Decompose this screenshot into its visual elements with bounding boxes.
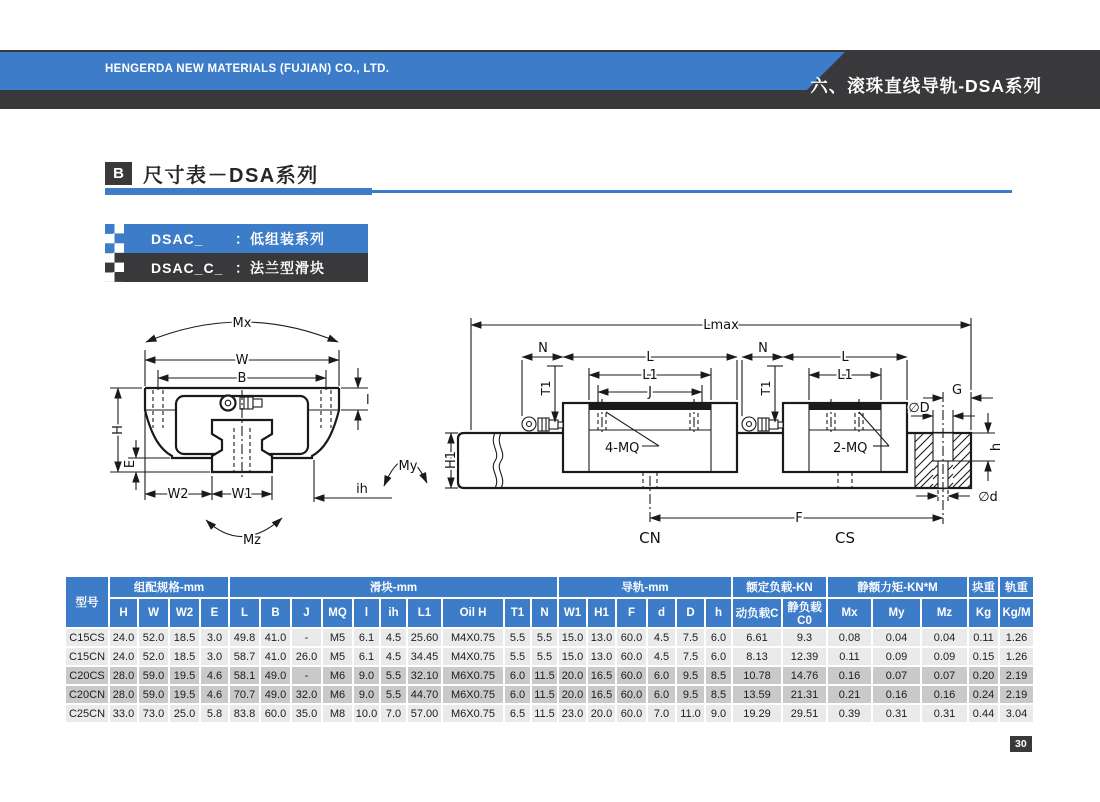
cell: 60.0 [616, 647, 647, 666]
cell: 0.39 [827, 704, 872, 723]
col-header-19: h [705, 598, 732, 628]
cell: 6.0 [504, 685, 531, 704]
table-row [65, 685, 1034, 704]
dim-label-mz: Mz [242, 533, 262, 548]
col-header-1: W [138, 598, 169, 628]
table-row [65, 666, 1034, 685]
cell: 83.8 [229, 704, 260, 723]
cell: 21.31 [782, 685, 827, 704]
cell: 10.0 [353, 704, 380, 723]
dim-mz [206, 518, 282, 548]
cell: 4.5 [380, 628, 407, 647]
cell: 15.0 [558, 628, 587, 647]
col-header-20: 动负载C [732, 598, 782, 628]
block-cn [563, 399, 737, 472]
section-badge: B [105, 162, 132, 185]
title-underline-thin [372, 190, 1012, 193]
series-desc: ：低组装系列 [235, 230, 325, 247]
cell: 34.45 [407, 647, 442, 666]
cell: 0.04 [872, 628, 921, 647]
cell: 5.8 [200, 704, 229, 723]
cell: 11.0 [676, 704, 705, 723]
cell: 16.5 [587, 685, 616, 704]
cell: 60.0 [260, 704, 291, 723]
dim-label-l1-cs: L1 [837, 368, 853, 383]
group-header: 额定负载-KN [732, 576, 827, 598]
cell: 6.5 [504, 704, 531, 723]
cell: 1.26 [999, 647, 1034, 666]
cell: 24.0 [109, 628, 138, 647]
col-header-16: F [616, 598, 647, 628]
cell: 20.0 [558, 685, 587, 704]
cell: 9.0 [353, 685, 380, 704]
cell: M6 [322, 685, 353, 704]
col-header-11: Oil H [442, 598, 504, 628]
cell: 59.0 [138, 685, 169, 704]
cell: 6.0 [705, 647, 732, 666]
col-header-18: D [676, 598, 705, 628]
model-cell: C20CS [65, 666, 109, 685]
col-header-26: Kg/M [999, 598, 1034, 628]
col-header-17: d [647, 598, 676, 628]
cell: 73.0 [138, 704, 169, 723]
dim-mx [146, 316, 338, 342]
dim-label-dia-small: ∅d [978, 490, 998, 505]
col-header-13: N [531, 598, 558, 628]
cell: 13.59 [732, 685, 782, 704]
dim-label-ih: ih [356, 482, 368, 497]
cell: 70.7 [229, 685, 260, 704]
cell: - [291, 666, 322, 685]
dim-label-t1-cs: T1 [759, 380, 773, 396]
cell: 0.16 [827, 666, 872, 685]
title-underline-thick [105, 188, 372, 195]
series-row-flange [105, 253, 368, 282]
cell: 0.08 [827, 628, 872, 647]
cell: 52.0 [138, 628, 169, 647]
col-header-21: 静负载C0 [782, 598, 827, 628]
dim-label-e: E [123, 459, 138, 469]
dim-label-t1-cn: T1 [539, 380, 553, 396]
dim-label-w1: W1 [231, 487, 253, 502]
col-header-25: Kg [968, 598, 999, 628]
dim-label-my: My [398, 459, 418, 474]
cell: 9.5 [676, 685, 705, 704]
cell: 0.09 [872, 647, 921, 666]
cell: 5.5 [504, 647, 531, 666]
page-header [0, 50, 1100, 109]
col-header-0: H [109, 598, 138, 628]
label-cn: CN [639, 529, 661, 547]
col-header-4: L [229, 598, 260, 628]
cell: 5.5 [380, 685, 407, 704]
group-header: 型号 [65, 576, 109, 628]
checker-pattern [105, 224, 124, 282]
col-header-24: Mz [921, 598, 968, 628]
cell: 60.0 [616, 704, 647, 723]
cell: 49.0 [260, 685, 291, 704]
col-header-7: MQ [322, 598, 353, 628]
cell: 23.0 [558, 704, 587, 723]
series-label-box [105, 224, 368, 282]
cell: 3.04 [999, 704, 1034, 723]
cell: M4X0.75 [442, 628, 504, 647]
cell: 14.76 [782, 666, 827, 685]
series-desc: ：法兰型滑块 [235, 259, 325, 276]
cell: 20.0 [587, 704, 616, 723]
cell: 20.0 [558, 666, 587, 685]
cell: 28.0 [109, 685, 138, 704]
cell: 10.78 [732, 666, 782, 685]
cell: M6X0.75 [442, 685, 504, 704]
grease-nipple-cn [522, 417, 563, 431]
cell: 9.3 [782, 628, 827, 647]
dim-label-n-cs: N [758, 341, 768, 356]
cell: 0.20 [968, 666, 999, 685]
block-cs [783, 399, 907, 472]
cell: 5.5 [531, 647, 558, 666]
cell: 7.0 [380, 704, 407, 723]
dim-label-w2: W2 [167, 487, 189, 502]
cell: M4X0.75 [442, 647, 504, 666]
cell: 41.0 [260, 628, 291, 647]
group-header: 导轨-mm [558, 576, 732, 598]
company-name: HENGERDA NEW MATERIALS (FUJIAN) CO., LTD. [105, 63, 390, 75]
cell: 18.5 [169, 628, 200, 647]
cell: 9.0 [353, 666, 380, 685]
cell: 26.0 [291, 647, 322, 666]
cell: M5 [322, 647, 353, 666]
cell: 8.5 [705, 666, 732, 685]
cell: 8.5 [705, 685, 732, 704]
cell: - [291, 628, 322, 647]
col-header-10: L1 [407, 598, 442, 628]
model-cell: C25CN [65, 704, 109, 723]
grease-nipple-cs [742, 417, 783, 431]
header-section-title: 六、滚珠直线导轨-DSA系列 [810, 76, 1042, 96]
cell: 4.6 [200, 666, 229, 685]
cell: 6.0 [647, 685, 676, 704]
cell: 7.5 [676, 628, 705, 647]
cell: 32.10 [407, 666, 442, 685]
cell: 7.0 [647, 704, 676, 723]
cell: 5.5 [380, 666, 407, 685]
dim-label-n-cn: N [538, 341, 548, 356]
cell: 1.26 [999, 628, 1034, 647]
cell: 0.04 [921, 628, 968, 647]
cell: 19.29 [732, 704, 782, 723]
cell: M6 [322, 666, 353, 685]
model-cell: C15CS [65, 628, 109, 647]
cell: 49.8 [229, 628, 260, 647]
cell: 60.0 [616, 628, 647, 647]
col-header-8: l [353, 598, 380, 628]
cell: 57.00 [407, 704, 442, 723]
side-view-diagram [443, 300, 1018, 560]
cell: 3.0 [200, 647, 229, 666]
series-code: DSAC_ [151, 230, 204, 247]
cell: 16.5 [587, 666, 616, 685]
cell: 9.5 [676, 666, 705, 685]
cell: M6X0.75 [442, 666, 504, 685]
cell: 4.5 [380, 647, 407, 666]
cell: 6.1 [353, 628, 380, 647]
dim-label-g: G [951, 383, 963, 398]
cell: 18.5 [169, 647, 200, 666]
cell: 9.0 [705, 704, 732, 723]
cell: 35.0 [291, 704, 322, 723]
dim-label-j: J [648, 385, 652, 400]
cell: 58.1 [229, 666, 260, 685]
dim-f [650, 476, 943, 526]
dim-label-h: H [111, 425, 126, 435]
cell: 2.19 [999, 666, 1034, 685]
cell: 24.0 [109, 647, 138, 666]
spec-table [64, 575, 1035, 724]
cell: 44.70 [407, 685, 442, 704]
cell: 6.0 [705, 628, 732, 647]
col-header-9: ih [380, 598, 407, 628]
cell: 60.0 [616, 685, 647, 704]
cell: 0.07 [921, 666, 968, 685]
dim-label-l-cn: L [646, 350, 654, 365]
dim-label-lmax: Lmax [703, 318, 739, 333]
group-header: 组配规格-mm [109, 576, 229, 598]
cell: 11.5 [531, 666, 558, 685]
cell: 6.0 [647, 666, 676, 685]
cell: 0.21 [827, 685, 872, 704]
cell: 0.31 [872, 704, 921, 723]
series-code: DSAC_C_ [151, 259, 224, 276]
dim-label-b: B [237, 371, 247, 386]
cell: 29.51 [782, 704, 827, 723]
cell: 4.5 [647, 628, 676, 647]
dim-label-l: l [366, 393, 370, 408]
cell: 25.60 [407, 628, 442, 647]
dim-label-hole-h: h [989, 442, 1004, 452]
col-header-23: My [872, 598, 921, 628]
col-header-3: E [200, 598, 229, 628]
group-header: 静额力矩-KN*M [827, 576, 968, 598]
cell: 58.7 [229, 647, 260, 666]
table-row [65, 704, 1034, 723]
dim-ih [314, 460, 392, 502]
model-cell: C15CN [65, 647, 109, 666]
cell: 19.5 [169, 666, 200, 685]
col-header-5: B [260, 598, 291, 628]
section-title: 尺寸表－DSA系列 [143, 165, 319, 187]
cell: 8.13 [732, 647, 782, 666]
dim-label-dia-big: ∅D [908, 401, 930, 416]
cell: 0.44 [968, 704, 999, 723]
group-header: 块重 [968, 576, 999, 598]
cell: 0.15 [968, 647, 999, 666]
cell: 4.6 [200, 685, 229, 704]
cell: 49.0 [260, 666, 291, 685]
dim-label-mx: Mx [232, 316, 252, 331]
cell: 33.0 [109, 704, 138, 723]
cell: 59.0 [138, 666, 169, 685]
cell: 25.0 [169, 704, 200, 723]
cell: 0.16 [872, 685, 921, 704]
cell: 32.0 [291, 685, 322, 704]
dim-label-l-cs: L [841, 350, 849, 365]
cell: 60.0 [616, 666, 647, 685]
dim-label-h1: H1 [444, 450, 459, 470]
group-header: 滑块-mm [229, 576, 558, 598]
cell: 41.0 [260, 647, 291, 666]
cross-section-diagram [100, 300, 445, 558]
label-4mq: 4-MQ [605, 441, 640, 456]
cell: M6X0.75 [442, 704, 504, 723]
cell: 6.0 [504, 666, 531, 685]
dim-h1 [444, 433, 459, 488]
dim-my [384, 459, 427, 486]
cell: 5.5 [504, 628, 531, 647]
label-2mq: 2-MQ [833, 441, 868, 456]
col-header-6: J [291, 598, 322, 628]
cell: 12.39 [782, 647, 827, 666]
series-row-low-assembly [105, 224, 368, 253]
cell: 0.16 [921, 685, 968, 704]
dim-label-w: W [235, 353, 249, 368]
cell: 28.0 [109, 666, 138, 685]
label-cs: CS [835, 529, 855, 547]
cell: 5.5 [531, 628, 558, 647]
cell: 15.0 [558, 647, 587, 666]
cell: 52.0 [138, 647, 169, 666]
col-header-22: Mx [827, 598, 872, 628]
dim-label-l1-cn: L1 [642, 368, 658, 383]
cell: 3.0 [200, 628, 229, 647]
cell: 0.11 [827, 647, 872, 666]
cell: 0.09 [921, 647, 968, 666]
cell: 13.0 [587, 628, 616, 647]
cell: 11.5 [531, 704, 558, 723]
cell: M5 [322, 628, 353, 647]
cell: 6.61 [732, 628, 782, 647]
cell: 0.24 [968, 685, 999, 704]
dim-l [341, 368, 370, 430]
cell: 7.5 [676, 647, 705, 666]
cell: 0.11 [968, 628, 999, 647]
col-header-15: H1 [587, 598, 616, 628]
cell: 4.5 [647, 647, 676, 666]
table-row [65, 647, 1034, 666]
table-row [65, 628, 1034, 647]
cell: 19.5 [169, 685, 200, 704]
col-header-14: W1 [558, 598, 587, 628]
group-header: 轨重 [999, 576, 1034, 598]
cell: 0.07 [872, 666, 921, 685]
col-header-2: W2 [169, 598, 200, 628]
col-header-12: T1 [504, 598, 531, 628]
cell: 6.1 [353, 647, 380, 666]
page-number: 30 [1010, 736, 1032, 752]
cell: 13.0 [587, 647, 616, 666]
cell: 11.5 [531, 685, 558, 704]
cell: 2.19 [999, 685, 1034, 704]
cell: 0.31 [921, 704, 968, 723]
model-cell: C20CN [65, 685, 109, 704]
dim-label-f: F [795, 511, 803, 526]
cell: M8 [322, 704, 353, 723]
